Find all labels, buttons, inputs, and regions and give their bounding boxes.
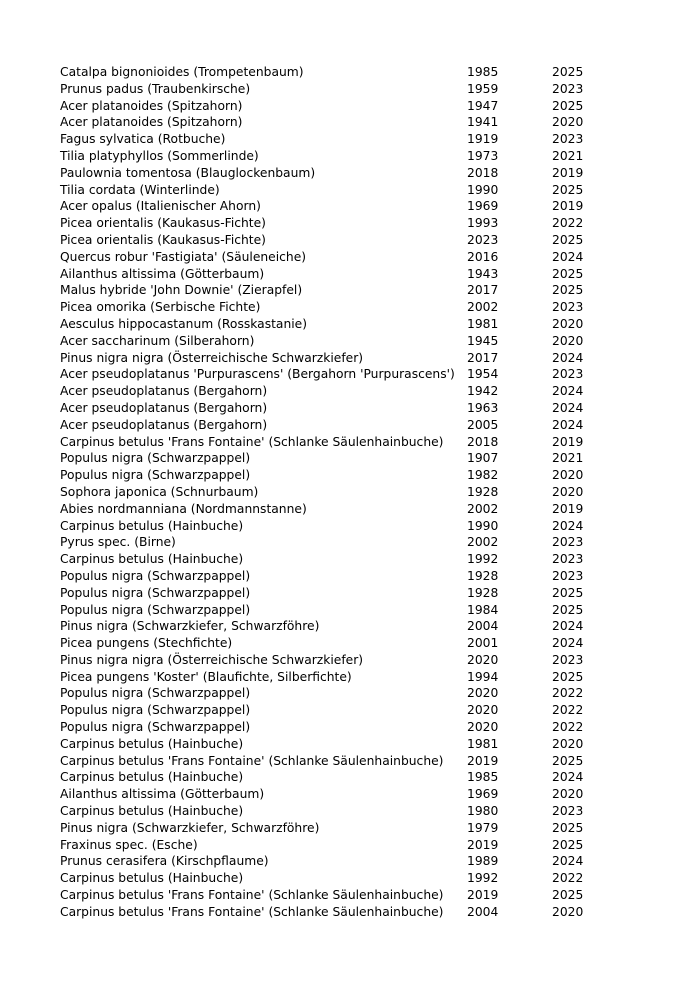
tree-name: Picea omorika (Serbische Fichte) <box>60 300 261 315</box>
table-row <box>60 803 620 820</box>
record-year: 2022 <box>552 871 584 886</box>
record-year: 2022 <box>552 720 584 735</box>
tree-name: Acer platanoides (Spitzahorn) <box>60 98 243 113</box>
tree-name: Carpinus betulus (Hainbuche) <box>60 518 244 533</box>
record-year: 2024 <box>552 400 584 415</box>
table-row <box>60 635 620 652</box>
tree-name: Ailanthus altissima (Götterbaum) <box>60 787 265 802</box>
record-year: 2025 <box>552 888 584 903</box>
record-year: 2025 <box>552 602 584 617</box>
tree-name: Fagus sylvatica (Rotbuche) <box>60 132 226 147</box>
record-year: 2025 <box>552 669 584 684</box>
tree-name: Picea pungens 'Koster' (Blaufichte, Silberfichte) <box>60 669 352 684</box>
table-row <box>60 98 620 115</box>
table-row <box>60 534 620 551</box>
tree-name: Pinus nigra nigra (Österreichische Schwarzkiefer) <box>60 350 364 365</box>
planting-year: 1941 <box>467 115 499 130</box>
tree-name: Picea orientalis (Kaukasus-Fichte) <box>60 232 266 247</box>
planting-year: 2019 <box>467 888 499 903</box>
planting-year: 1943 <box>467 266 499 281</box>
record-year: 2023 <box>552 568 584 583</box>
tree-name: Carpinus betulus 'Frans Fontaine' (Schlanke Säulenhainbuche) <box>60 753 444 768</box>
tree-name: Populus nigra (Schwarzpappel) <box>60 468 251 483</box>
record-year: 2019 <box>552 501 584 516</box>
record-year: 2024 <box>552 417 584 432</box>
planting-year: 1993 <box>467 216 499 231</box>
table-row <box>60 182 620 199</box>
table-row <box>60 870 620 887</box>
table-row <box>60 366 620 383</box>
tree-name: Carpinus betulus 'Frans Fontaine' (Schlanke Säulenhainbuche) <box>60 904 444 919</box>
table-row <box>60 853 620 870</box>
tree-name: Malus hybride 'John Downie' (Zierapfel) <box>60 283 303 298</box>
planting-year: 2017 <box>467 283 499 298</box>
table-row <box>60 232 620 249</box>
planting-year: 1992 <box>467 552 499 567</box>
record-year: 2020 <box>552 787 584 802</box>
table-row <box>60 753 620 770</box>
tree-name: Carpinus betulus 'Frans Fontaine' (Schlanke Säulenhainbuche) <box>60 888 444 903</box>
planting-year: 1989 <box>467 854 499 869</box>
tree-name: Carpinus betulus (Hainbuche) <box>60 552 244 567</box>
table-row <box>60 904 620 921</box>
table-row <box>60 165 620 182</box>
record-year: 2024 <box>552 249 584 264</box>
planting-year: 1947 <box>467 98 499 113</box>
tree-name: Picea orientalis (Kaukasus-Fichte) <box>60 216 266 231</box>
record-year: 2023 <box>552 804 584 819</box>
record-year: 2025 <box>552 65 584 79</box>
planting-year: 1919 <box>467 132 499 147</box>
planting-year: 1954 <box>467 367 499 382</box>
record-year: 2025 <box>552 820 584 835</box>
planting-year: 1980 <box>467 804 499 819</box>
planting-year: 2020 <box>467 720 499 735</box>
tree-name: Populus nigra (Schwarzpappel) <box>60 602 251 617</box>
table-row <box>60 400 620 417</box>
table-row <box>60 702 620 719</box>
planting-year: 1973 <box>467 148 499 163</box>
tree-name: Carpinus betulus (Hainbuche) <box>60 770 244 785</box>
tree-name: Pinus nigra (Schwarzkiefer, Schwarzföhre) <box>60 619 320 634</box>
table-row <box>60 786 620 803</box>
planting-year: 2004 <box>467 904 499 919</box>
planting-year: 1963 <box>467 400 499 415</box>
record-year: 2024 <box>552 854 584 869</box>
planting-year: 1981 <box>467 736 499 751</box>
record-year: 2024 <box>552 350 584 365</box>
record-year: 2019 <box>552 199 584 214</box>
tree-name: Pinus nigra (Schwarzkiefer, Schwarzföhre) <box>60 820 320 835</box>
record-year: 2020 <box>552 904 584 919</box>
table-row <box>60 64 620 81</box>
tree-name: Pyrus spec. (Birne) <box>60 535 176 550</box>
tree-name: Populus nigra (Schwarzpappel) <box>60 568 251 583</box>
tree-name: Acer pseudoplatanus (Bergahorn) <box>60 417 268 432</box>
tree-name: Pinus nigra nigra (Österreichische Schwarzkiefer) <box>60 652 364 667</box>
planting-year: 1969 <box>467 787 499 802</box>
record-year: 2025 <box>552 182 584 197</box>
record-year: 2025 <box>552 753 584 768</box>
table-row <box>60 299 620 316</box>
tree-name: Carpinus betulus (Hainbuche) <box>60 871 244 886</box>
planting-year: 1959 <box>467 81 499 96</box>
planting-year: 2020 <box>467 703 499 718</box>
table-row <box>60 282 620 299</box>
record-year: 2025 <box>552 232 584 247</box>
tree-name: Carpinus betulus (Hainbuche) <box>60 804 244 819</box>
record-year: 2019 <box>552 434 584 449</box>
table-row <box>60 131 620 148</box>
record-year: 2023 <box>552 652 584 667</box>
tree-name: Catalpa bignonioides (Trompetenbaum) <box>60 65 304 79</box>
record-year: 2025 <box>552 283 584 298</box>
table-row <box>60 434 620 451</box>
planting-year: 1984 <box>467 602 499 617</box>
tree-name: Sophora japonica (Schnurbaum) <box>60 484 259 499</box>
record-year: 2019 <box>552 165 584 180</box>
tree-name: Populus nigra (Schwarzpappel) <box>60 451 251 466</box>
record-year: 2020 <box>552 484 584 499</box>
table-row <box>60 602 620 619</box>
table-row <box>60 669 620 686</box>
tree-name: Fraxinus spec. (Esche) <box>60 837 198 852</box>
planting-year: 2023 <box>467 232 499 247</box>
record-year: 2023 <box>552 367 584 382</box>
tree-name: Acer pseudoplatanus (Bergahorn) <box>60 384 268 399</box>
planting-year: 2002 <box>467 501 499 516</box>
record-year: 2021 <box>552 451 584 466</box>
tree-name: Acer saccharinum (Silberahorn) <box>60 333 255 348</box>
table-row <box>60 719 620 736</box>
planting-year: 1928 <box>467 585 499 600</box>
table-row <box>60 736 620 753</box>
table-row <box>60 114 620 131</box>
planting-year: 2018 <box>467 434 499 449</box>
planting-year: 2002 <box>467 300 499 315</box>
planting-year: 1982 <box>467 468 499 483</box>
table-row <box>60 501 620 518</box>
planting-year: 2001 <box>467 636 499 651</box>
planting-year: 2018 <box>467 165 499 180</box>
tree-name: Ailanthus altissima (Götterbaum) <box>60 266 265 281</box>
tree-name: Abies nordmanniana (Nordmannstanne) <box>60 501 307 516</box>
table-row <box>60 837 620 854</box>
tree-name: Acer pseudoplatanus 'Purpurascens' (Bergahorn 'Purpurascens') <box>60 367 455 382</box>
planting-year: 2020 <box>467 686 499 701</box>
tree-name: Tilia platyphyllos (Sommerlinde) <box>60 148 259 163</box>
tree-name: Populus nigra (Schwarzpappel) <box>60 703 251 718</box>
table-row <box>60 249 620 266</box>
record-year: 2022 <box>552 216 584 231</box>
planting-year: 1907 <box>467 451 499 466</box>
table-row <box>60 450 620 467</box>
tree-list <box>60 64 620 921</box>
table-row <box>60 383 620 400</box>
tree-name: Carpinus betulus 'Frans Fontaine' (Schlanke Säulenhainbuche) <box>60 434 444 449</box>
tree-name: Prunus cerasifera (Kirschpflaume) <box>60 854 269 869</box>
table-row <box>60 81 620 98</box>
tree-name: Quercus robur 'Fastigiata' (Säuleneiche) <box>60 249 307 264</box>
planting-year: 1969 <box>467 199 499 214</box>
table-row <box>60 568 620 585</box>
table-row <box>60 198 620 215</box>
table-row <box>60 820 620 837</box>
table-row <box>60 551 620 568</box>
table-row <box>60 484 620 501</box>
record-year: 2023 <box>552 81 584 96</box>
planting-year: 2016 <box>467 249 499 264</box>
record-year: 2023 <box>552 132 584 147</box>
table-row <box>60 652 620 669</box>
planting-year: 1981 <box>467 316 499 331</box>
record-year: 2025 <box>552 837 584 852</box>
record-year: 2024 <box>552 619 584 634</box>
planting-year: 1928 <box>467 484 499 499</box>
table-row <box>60 215 620 232</box>
tree-name: Acer platanoides (Spitzahorn) <box>60 115 243 130</box>
planting-year: 2019 <box>467 753 499 768</box>
planting-year: 1992 <box>467 871 499 886</box>
tree-name: Carpinus betulus (Hainbuche) <box>60 736 244 751</box>
tree-name: Populus nigra (Schwarzpappel) <box>60 585 251 600</box>
table-row <box>60 148 620 165</box>
record-year: 2024 <box>552 770 584 785</box>
record-year: 2020 <box>552 333 584 348</box>
record-year: 2023 <box>552 552 584 567</box>
planting-year: 1990 <box>467 518 499 533</box>
planting-year: 1994 <box>467 669 499 684</box>
planting-year: 2017 <box>467 350 499 365</box>
table-row <box>60 618 620 635</box>
table-row <box>60 417 620 434</box>
planting-year: 2002 <box>467 535 499 550</box>
record-year: 2024 <box>552 518 584 533</box>
planting-year: 1942 <box>467 384 499 399</box>
record-year: 2024 <box>552 384 584 399</box>
planting-year: 1985 <box>467 770 499 785</box>
record-year: 2024 <box>552 636 584 651</box>
record-year: 2025 <box>552 98 584 113</box>
tree-name: Populus nigra (Schwarzpappel) <box>60 720 251 735</box>
table-row <box>60 769 620 786</box>
record-year: 2025 <box>552 266 584 281</box>
tree-name: Acer pseudoplatanus (Bergahorn) <box>60 400 268 415</box>
planting-year: 1990 <box>467 182 499 197</box>
table-row <box>60 316 620 333</box>
planting-year: 1928 <box>467 568 499 583</box>
record-year: 2020 <box>552 316 584 331</box>
table-row <box>60 518 620 535</box>
planting-year: 2004 <box>467 619 499 634</box>
table-row <box>60 585 620 602</box>
tree-name: Aesculus hippocastanum (Rosskastanie) <box>60 316 308 331</box>
record-year: 2023 <box>552 535 584 550</box>
record-year: 2022 <box>552 686 584 701</box>
record-year: 2025 <box>552 585 584 600</box>
record-year: 2020 <box>552 736 584 751</box>
table-row <box>60 350 620 367</box>
table-row <box>60 467 620 484</box>
record-year: 2023 <box>552 300 584 315</box>
planting-year: 1985 <box>467 65 499 79</box>
tree-name: Prunus padus (Traubenkirsche) <box>60 81 251 96</box>
tree-name: Paulownia tomentosa (Blauglockenbaum) <box>60 165 316 180</box>
planting-year: 1945 <box>467 333 499 348</box>
tree-name: Tilia cordata (Winterlinde) <box>60 182 220 197</box>
planting-year: 2020 <box>467 652 499 667</box>
table-row <box>60 266 620 283</box>
tree-name: Acer opalus (Italienischer Ahorn) <box>60 199 261 214</box>
tree-name: Populus nigra (Schwarzpappel) <box>60 686 251 701</box>
table-row <box>60 685 620 702</box>
planting-year: 2005 <box>467 417 499 432</box>
table-row <box>60 333 620 350</box>
table-row <box>60 887 620 904</box>
tree-name: Picea pungens (Stechfichte) <box>60 636 233 651</box>
record-year: 2022 <box>552 703 584 718</box>
planting-year: 1979 <box>467 820 499 835</box>
record-year: 2020 <box>552 115 584 130</box>
record-year: 2020 <box>552 468 584 483</box>
record-year: 2021 <box>552 148 584 163</box>
planting-year: 2019 <box>467 837 499 852</box>
